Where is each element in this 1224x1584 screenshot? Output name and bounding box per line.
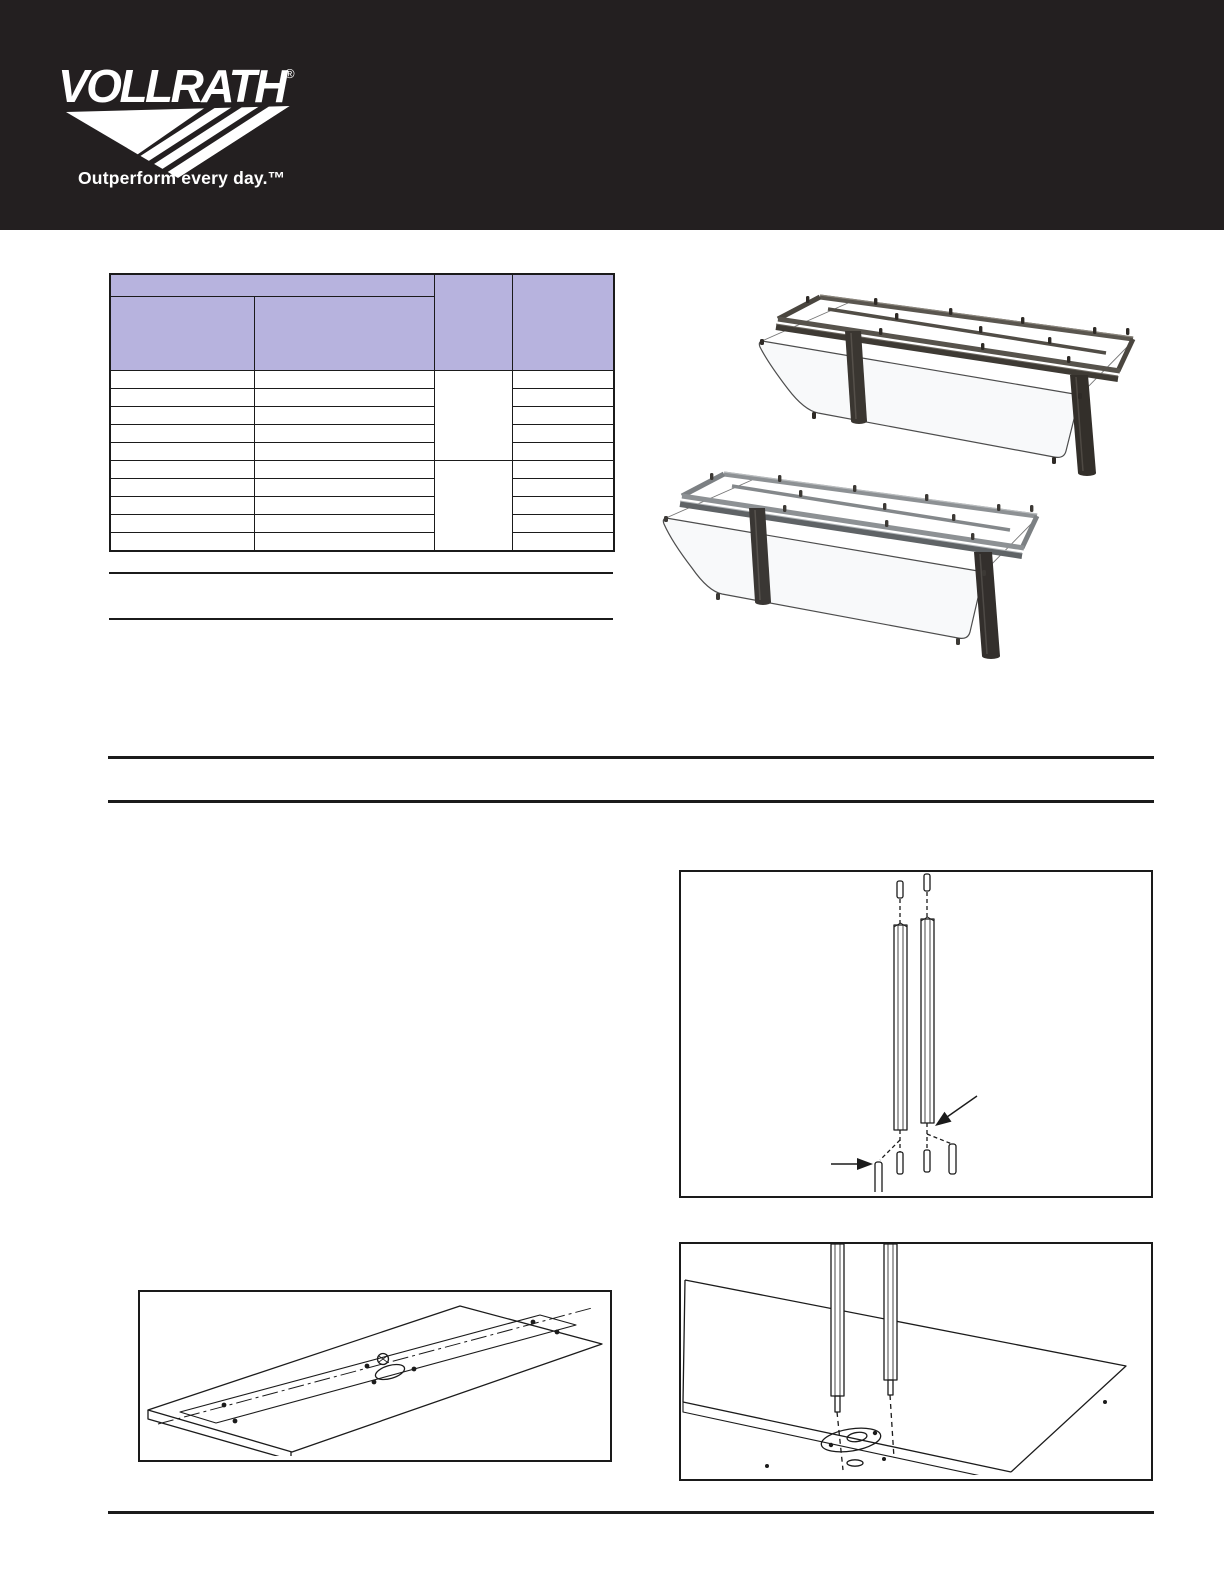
figure-post-exploded-view xyxy=(679,870,1153,1198)
breath-guard-image-2 xyxy=(652,452,1064,667)
table-cell xyxy=(254,515,434,533)
table-cell xyxy=(512,533,614,552)
table-row xyxy=(110,479,614,497)
table-cell xyxy=(110,443,254,461)
figure-post-installation xyxy=(679,1242,1153,1481)
table-cell xyxy=(434,461,512,552)
table-cell xyxy=(512,497,614,515)
table-cell xyxy=(110,407,254,425)
table-cell xyxy=(254,371,434,389)
table-cell xyxy=(254,461,434,479)
table-cell xyxy=(254,443,434,461)
section-rule-top xyxy=(108,756,1154,759)
callout-arrow-icon xyxy=(935,1112,952,1126)
table-cell xyxy=(512,389,614,407)
table-cell xyxy=(110,497,254,515)
figure-countertop-hole-layout xyxy=(138,1290,612,1462)
table-cell xyxy=(512,443,614,461)
table-row xyxy=(110,407,614,425)
footer-rule xyxy=(108,1511,1154,1514)
table-cell xyxy=(512,407,614,425)
table-cell xyxy=(434,371,512,461)
table-cell xyxy=(110,515,254,533)
table-header-col4 xyxy=(512,274,614,371)
registered-trademark-icon: ® xyxy=(285,66,295,81)
table-cell xyxy=(254,479,434,497)
table-cell xyxy=(512,461,614,479)
table-subheader-col2 xyxy=(254,297,434,371)
table-cell xyxy=(512,425,614,443)
table-row xyxy=(110,497,614,515)
spec-table xyxy=(109,273,615,552)
brand-tagline: Outperform every day.™ xyxy=(78,168,286,188)
table-row xyxy=(110,389,614,407)
note-rule-top xyxy=(109,572,613,574)
note-rule-bottom xyxy=(109,618,613,620)
table-cell xyxy=(110,425,254,443)
table-cell xyxy=(254,497,434,515)
table-cell xyxy=(110,533,254,552)
table-subheader-col1 xyxy=(110,297,254,371)
table-row xyxy=(110,461,614,479)
table-row xyxy=(110,515,614,533)
table-header-group xyxy=(110,274,434,297)
logo-wordmark: VOLLRATH xyxy=(58,60,286,112)
table-cell xyxy=(254,407,434,425)
table-cell xyxy=(110,371,254,389)
masthead xyxy=(0,0,1224,230)
table-header-band xyxy=(110,274,614,297)
table-row xyxy=(110,425,614,443)
spec-table-body xyxy=(110,371,614,552)
table-cell xyxy=(110,389,254,407)
table-cell xyxy=(512,371,614,389)
table-cell xyxy=(110,461,254,479)
table-header-col3 xyxy=(434,274,512,371)
table-cell xyxy=(254,533,434,552)
table-row xyxy=(110,371,614,389)
callout-arrow-icon xyxy=(857,1158,873,1170)
table-cell xyxy=(512,479,614,497)
table-row xyxy=(110,443,614,461)
table-cell xyxy=(254,425,434,443)
table-cell xyxy=(254,389,434,407)
table-row xyxy=(110,533,614,552)
section-rule-bottom xyxy=(108,800,1154,803)
table-cell xyxy=(512,515,614,533)
table-cell xyxy=(110,479,254,497)
